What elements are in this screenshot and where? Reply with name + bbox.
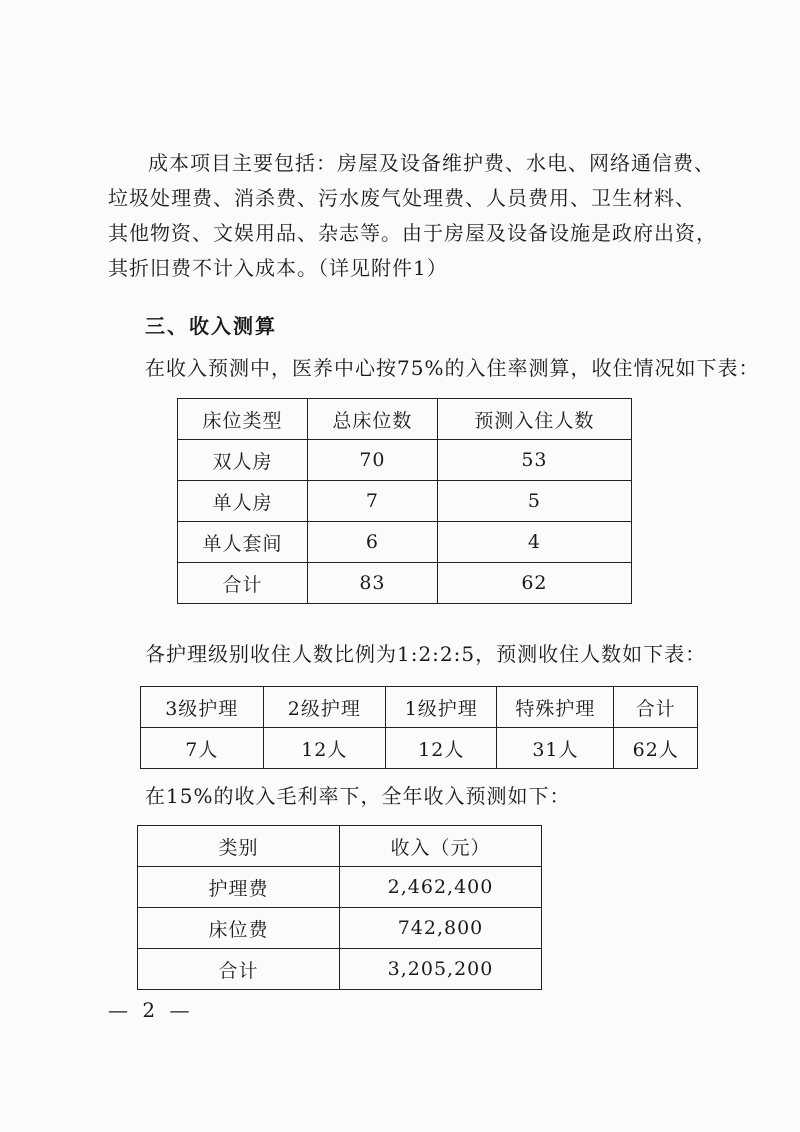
table-cell: 床位费 <box>138 908 340 949</box>
table-row <box>138 949 542 990</box>
table-cell: 合计 <box>138 949 340 990</box>
table-cell: 62人 <box>614 728 698 769</box>
table-cell: 83 <box>307 563 437 604</box>
care-level-caption: 各护理级别收住人数比例为1:2:2:5，预测收住人数如下表： <box>145 642 707 666</box>
table-header-cell: 预测入住人数 <box>437 399 631 440</box>
cost-items-paragraph <box>108 146 717 286</box>
revenue-caption: 在15%的收入毛利率下，全年收入预测如下： <box>145 784 571 808</box>
paragraph-line: 垃圾处理费、消杀费、污水废气处理费、人员费用、卫生材料、 <box>108 186 696 210</box>
table-cell: 护理费 <box>138 867 340 908</box>
table-cell: 742,800 <box>340 908 542 949</box>
bed-occupancy-table <box>177 398 632 604</box>
table-header-cell: 收入（元） <box>340 826 542 867</box>
table-row <box>138 908 542 949</box>
section-heading: 三、收入测算 <box>145 314 277 338</box>
care-level-table <box>140 686 698 769</box>
table-header-row <box>141 687 698 728</box>
table-row <box>178 522 632 563</box>
table-header-row <box>138 826 542 867</box>
table-header-row <box>178 399 632 440</box>
paragraph-line: 其他物资、文娱用品、杂志等。由于房屋及设备设施是政府出资， <box>108 221 717 245</box>
table-cell: 7人 <box>141 728 264 769</box>
table-cell: 4 <box>437 522 631 563</box>
table-row <box>141 728 698 769</box>
table-row <box>178 563 632 604</box>
table-row <box>138 867 542 908</box>
table-cell: 单人房 <box>178 481 308 522</box>
table-cell: 70 <box>307 440 437 481</box>
table-cell: 3,205,200 <box>340 949 542 990</box>
table-cell: 31人 <box>497 728 614 769</box>
table-header-cell: 合计 <box>614 687 698 728</box>
table-cell: 6 <box>307 522 437 563</box>
table-cell: 双人房 <box>178 440 308 481</box>
occupancy-caption: 在收入预测中，医养中心按75%的入住率测算，收住情况如下表： <box>145 356 760 380</box>
table-cell: 单人套间 <box>178 522 308 563</box>
paragraph-line: 成本项目主要包括：房屋及设备维护费、水电、网络通信费、 <box>148 151 715 175</box>
paragraph-line: 其折旧费不计入成本。（详见附件1） <box>108 256 448 280</box>
revenue-table <box>137 825 542 990</box>
table-row <box>178 481 632 522</box>
table-cell: 5 <box>437 481 631 522</box>
table-cell: 12人 <box>386 728 497 769</box>
table-header-cell: 床位类型 <box>178 399 308 440</box>
table-cell: 53 <box>437 440 631 481</box>
table-cell: 62 <box>437 563 631 604</box>
table-cell: 12人 <box>263 728 386 769</box>
table-header-cell: 1级护理 <box>386 687 497 728</box>
table-header-cell: 特殊护理 <box>497 687 614 728</box>
table-cell: 7 <box>307 481 437 522</box>
table-header-cell: 类别 <box>138 826 340 867</box>
table-header-cell: 2级护理 <box>263 687 386 728</box>
table-cell: 合计 <box>178 563 308 604</box>
table-cell: 2,462,400 <box>340 867 542 908</box>
table-header-cell: 3级护理 <box>141 687 264 728</box>
table-row <box>178 440 632 481</box>
table-header-cell: 总床位数 <box>307 399 437 440</box>
page-number: — 2 — <box>108 998 194 1022</box>
